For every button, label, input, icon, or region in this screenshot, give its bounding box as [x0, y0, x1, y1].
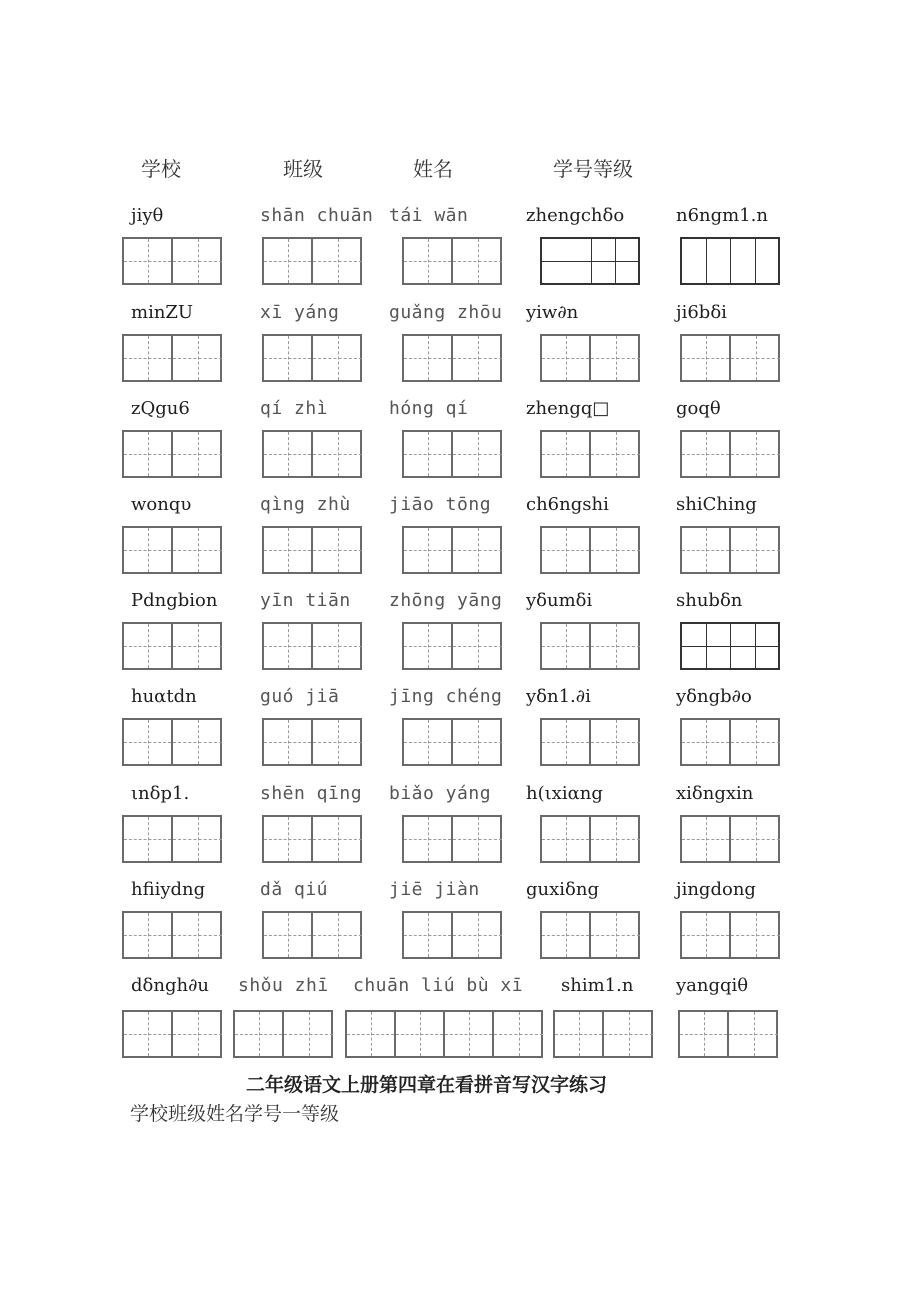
pinyin-prompt: ch6ngshi — [526, 494, 609, 515]
writing-cell[interactable] — [173, 720, 222, 764]
writing-cell[interactable] — [124, 528, 173, 572]
pinyin-prompt: jiē jiàn — [389, 879, 480, 900]
writing-cell[interactable] — [542, 528, 591, 572]
writing-grid[interactable] — [540, 718, 640, 766]
pinyin-prompt: guxiδng — [526, 879, 599, 900]
pinyin-prompt: ji6bδi — [676, 302, 727, 323]
pinyin-prompt: xī yáng — [260, 302, 340, 323]
writing-cell[interactable] — [682, 239, 707, 283]
writing-cell[interactable] — [682, 432, 731, 476]
writing-cell[interactable] — [604, 1012, 653, 1056]
writing-cell[interactable] — [313, 720, 362, 764]
writing-cell[interactable] — [313, 817, 362, 861]
writing-grid[interactable] — [402, 718, 502, 766]
pinyin-prompt: h(ιxiαng — [526, 783, 603, 804]
writing-cell[interactable] — [682, 528, 731, 572]
writing-cell[interactable] — [347, 1012, 396, 1056]
writing-cell[interactable] — [173, 624, 222, 668]
writing-cell[interactable] — [313, 624, 362, 668]
writing-grid[interactable] — [233, 1010, 333, 1058]
writing-cell[interactable] — [591, 624, 640, 668]
writing-cell[interactable] — [453, 528, 502, 572]
writing-cell[interactable] — [453, 432, 502, 476]
pinyin-prompt: dǎ qiú — [260, 879, 329, 900]
writing-cell[interactable] — [124, 336, 173, 380]
writing-cell[interactable] — [173, 336, 222, 380]
pinyin-prompt: jiyθ — [131, 205, 164, 226]
writing-grid[interactable] — [680, 622, 780, 670]
pinyin-prompt: jingdong — [676, 879, 756, 900]
writing-cell[interactable] — [124, 432, 173, 476]
writing-cell[interactable] — [264, 336, 313, 380]
writing-cell[interactable] — [173, 528, 222, 572]
pinyin-prompt: shiChing — [676, 494, 757, 515]
pinyin-prompt: yδn1.∂i — [526, 686, 591, 707]
pinyin-prompt: jiāo tōng — [389, 494, 492, 515]
pinyin-prompt: qìng zhù — [260, 494, 351, 515]
writing-grid[interactable] — [122, 237, 222, 285]
writing-cell[interactable] — [404, 528, 453, 572]
writing-cell[interactable] — [453, 720, 502, 764]
writing-grid[interactable] — [122, 622, 222, 670]
writing-grid[interactable] — [262, 526, 362, 574]
header-school: 学校 — [141, 157, 181, 181]
writing-cell[interactable] — [124, 624, 173, 668]
writing-cell[interactable] — [453, 913, 502, 957]
writing-grid[interactable] — [680, 911, 780, 959]
pinyin-prompt: hfiiydng — [131, 879, 206, 900]
writing-cell[interactable] — [453, 239, 502, 283]
writing-cell[interactable] — [591, 913, 640, 957]
writing-cell[interactable] — [453, 624, 502, 668]
writing-grid[interactable] — [402, 430, 502, 478]
writing-cell[interactable] — [124, 720, 173, 764]
pinyin-prompt: shān chuān — [260, 205, 374, 226]
writing-cell[interactable] — [173, 913, 222, 957]
writing-cell[interactable] — [731, 432, 780, 476]
writing-grid[interactable] — [262, 815, 362, 863]
pinyin-prompt: zhōng yāng — [389, 590, 503, 611]
header-class: 班级 — [283, 157, 323, 181]
writing-cell[interactable] — [124, 1012, 173, 1056]
pinyin-prompt: huαtdn — [131, 686, 197, 707]
writing-grid[interactable] — [262, 911, 362, 959]
writing-grid[interactable] — [678, 1010, 778, 1058]
writing-grid[interactable] — [680, 526, 780, 574]
writing-cell[interactable] — [731, 817, 780, 861]
pinyin-prompt: qí zhì — [260, 398, 329, 419]
writing-grid[interactable] — [122, 1010, 222, 1058]
writing-cell[interactable] — [453, 336, 502, 380]
writing-grid[interactable] — [680, 718, 780, 766]
writing-cell[interactable] — [731, 720, 780, 764]
writing-cell[interactable] — [591, 336, 640, 380]
writing-cell[interactable] — [542, 336, 591, 380]
writing-grid[interactable] — [680, 430, 780, 478]
pinyin-prompt: shim1.n — [561, 975, 634, 996]
writing-cell[interactable] — [682, 336, 731, 380]
writing-grid[interactable] — [122, 911, 222, 959]
pinyin-prompt: yīn tiān — [260, 590, 351, 611]
writing-cell[interactable] — [542, 817, 591, 861]
writing-cell[interactable] — [264, 913, 313, 957]
writing-cell[interactable] — [555, 1012, 604, 1056]
writing-cell[interactable] — [404, 817, 453, 861]
writing-cell[interactable] — [731, 913, 780, 957]
writing-grid[interactable] — [402, 911, 502, 959]
writing-cell[interactable] — [729, 1012, 778, 1056]
writing-cell[interactable] — [445, 1012, 494, 1056]
writing-cell[interactable] — [124, 913, 173, 957]
pinyin-prompt: guǎng zhōu — [389, 302, 503, 323]
writing-cell[interactable] — [404, 336, 453, 380]
writing-grid[interactable] — [262, 718, 362, 766]
writing-grid[interactable] — [402, 237, 502, 285]
writing-cell[interactable] — [173, 239, 222, 283]
writing-cell[interactable] — [313, 336, 362, 380]
writing-cell[interactable] — [682, 913, 731, 957]
pinyin-prompt: dδngh∂u — [131, 975, 209, 996]
pinyin-prompt: guó jiā — [260, 686, 340, 707]
pinyin-prompt: zhengq□ — [526, 398, 610, 419]
writing-cell[interactable] — [284, 1012, 333, 1056]
writing-cell[interactable] — [707, 239, 732, 283]
pinyin-prompt: yδumδi — [526, 590, 593, 611]
pinyin-prompt: zhengchδo — [526, 205, 625, 226]
writing-grid[interactable] — [402, 526, 502, 574]
writing-grid[interactable] — [680, 334, 780, 382]
writing-cell[interactable] — [680, 1012, 729, 1056]
worksheet-subtitle: 学校班级姓名学号一等级 — [130, 1103, 340, 1125]
writing-grid[interactable] — [402, 622, 502, 670]
pinyin-prompt: yδngb∂o — [676, 686, 752, 707]
writing-cell[interactable] — [542, 913, 591, 957]
writing-grid[interactable] — [540, 815, 640, 863]
writing-cell[interactable] — [404, 432, 453, 476]
pinyin-prompt: chuān liú bù xī — [353, 975, 524, 996]
worksheet-title: 二年级语文上册第四章在看拼音写汉字练习 — [246, 1074, 608, 1096]
writing-cell[interactable] — [264, 432, 313, 476]
writing-grid[interactable] — [553, 1010, 653, 1058]
pinyin-prompt: wonqυ — [131, 494, 192, 515]
writing-grid[interactable] — [122, 430, 222, 478]
writing-grid[interactable] — [540, 334, 640, 382]
pinyin-prompt: hóng qí — [389, 398, 469, 419]
writing-cell[interactable] — [124, 239, 173, 283]
pinyin-prompt: shubδn — [676, 590, 743, 611]
writing-cell[interactable] — [542, 432, 591, 476]
header-number-grade: 学号等级 — [553, 157, 633, 181]
writing-grid[interactable] — [345, 1010, 543, 1058]
writing-cell[interactable] — [313, 528, 362, 572]
header-name: 姓名 — [413, 157, 453, 181]
writing-cell[interactable] — [591, 817, 640, 861]
writing-cell[interactable] — [453, 817, 502, 861]
writing-grid[interactable] — [122, 718, 222, 766]
writing-grid[interactable] — [540, 430, 640, 478]
writing-cell[interactable] — [591, 528, 640, 572]
writing-cell[interactable] — [264, 624, 313, 668]
writing-grid[interactable] — [262, 622, 362, 670]
writing-grid[interactable] — [540, 622, 640, 670]
pinyin-prompt: xiδngxin — [676, 783, 754, 804]
pinyin-prompt: shēn qīng — [260, 783, 363, 804]
writing-cell[interactable] — [731, 239, 756, 283]
writing-cell[interactable] — [173, 1012, 222, 1056]
writing-cell[interactable] — [396, 1012, 445, 1056]
writing-cell[interactable] — [591, 432, 640, 476]
writing-cell[interactable] — [313, 239, 362, 283]
writing-cell[interactable] — [404, 624, 453, 668]
writing-cell[interactable] — [542, 624, 591, 668]
writing-cell[interactable] — [682, 720, 731, 764]
writing-cell[interactable] — [731, 528, 780, 572]
writing-cell[interactable] — [264, 720, 313, 764]
writing-cell[interactable] — [124, 817, 173, 861]
pinyin-prompt: yiw∂n — [526, 302, 579, 323]
writing-grid[interactable] — [122, 334, 222, 382]
writing-grid[interactable] — [402, 334, 502, 382]
writing-cell[interactable] — [542, 720, 591, 764]
writing-grid[interactable] — [540, 237, 640, 285]
writing-grid[interactable] — [122, 815, 222, 863]
writing-cell[interactable] — [313, 913, 362, 957]
writing-cell[interactable] — [756, 239, 781, 283]
writing-grid[interactable] — [680, 815, 780, 863]
writing-cell[interactable] — [404, 913, 453, 957]
writing-grid[interactable] — [540, 526, 640, 574]
writing-cell[interactable] — [731, 336, 780, 380]
pinyin-prompt: jīng chéng — [389, 686, 503, 707]
writing-grid[interactable] — [680, 237, 780, 285]
writing-cell[interactable] — [235, 1012, 284, 1056]
writing-grid[interactable] — [122, 526, 222, 574]
writing-cell[interactable] — [404, 239, 453, 283]
writing-cell[interactable] — [264, 239, 313, 283]
writing-cell[interactable] — [404, 720, 453, 764]
pinyin-prompt: shǒu zhī — [238, 975, 329, 996]
writing-grid[interactable] — [540, 911, 640, 959]
pinyin-prompt: n6ngm1.n — [676, 205, 768, 226]
writing-grid[interactable] — [262, 334, 362, 382]
pinyin-prompt: yangqiθ — [676, 975, 749, 996]
writing-cell[interactable] — [494, 1012, 543, 1056]
pinyin-prompt: biǎo yáng — [389, 783, 492, 804]
writing-cell[interactable] — [264, 528, 313, 572]
writing-cell[interactable] — [682, 817, 731, 861]
pinyin-prompt: ιnδp1. — [131, 783, 190, 804]
writing-grid[interactable] — [262, 430, 362, 478]
writing-cell[interactable] — [264, 817, 313, 861]
pinyin-prompt: Pdngbion — [131, 590, 218, 611]
writing-cell[interactable] — [173, 817, 222, 861]
pinyin-prompt: goqθ — [676, 398, 721, 419]
pinyin-prompt: minZU — [131, 302, 194, 323]
writing-grid[interactable] — [402, 815, 502, 863]
writing-grid[interactable] — [262, 237, 362, 285]
writing-cell[interactable] — [173, 432, 222, 476]
writing-cell[interactable] — [313, 432, 362, 476]
pinyin-prompt: tái wān — [389, 205, 469, 226]
writing-cell[interactable] — [591, 720, 640, 764]
pinyin-prompt: zQgu6 — [131, 398, 190, 419]
